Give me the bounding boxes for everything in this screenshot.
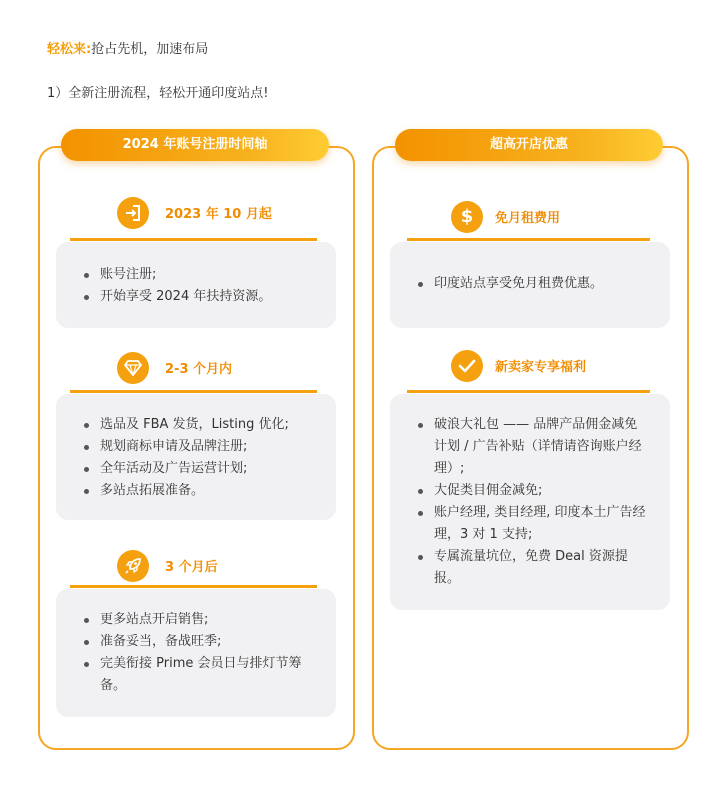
section-card-free-rent	[390, 242, 670, 328]
section-divider	[407, 390, 650, 393]
section-title-2-3-months: 2-3 个月内	[165, 362, 233, 377]
headline-accent: 轻松来:	[47, 42, 92, 57]
dollar-icon: $	[451, 201, 483, 233]
list-item: 破浪大礼包 —— 品牌产品佣金减免计划 / 广告补贴（详情请咨询账户经理）;	[416, 414, 650, 480]
list-item: 开始享受 2024 年扶持资源。	[82, 286, 322, 308]
list-item: 准备妥当，备战旺季;	[82, 631, 322, 653]
timeline-panel-title: 2024 年账号注册时间轴	[61, 129, 329, 161]
list-item: 选品及 FBA 发货，Listing 优化;	[82, 414, 322, 436]
list-item: 完美衔接 Prime 会员日与排灯节筹备。	[82, 653, 322, 697]
section-title-free-rent: 免月租费用	[495, 211, 561, 226]
list-item: 规划商标申请及品牌注册;	[82, 436, 322, 458]
section-divider	[70, 390, 317, 393]
headline-text: 抢占先机，加速布局	[91, 42, 209, 57]
enter-icon	[117, 197, 149, 229]
section-divider	[70, 585, 317, 588]
list-item: 全年活动及广告运营计划;	[82, 458, 322, 480]
section-divider	[407, 238, 650, 241]
offers-panel-title: 超高开店优惠	[395, 129, 663, 161]
section-card-after-3-months	[56, 589, 336, 717]
section-card-new-seller-benefits	[390, 394, 670, 610]
section-title-after-3-months: 3 个月后	[165, 560, 218, 575]
list-item: 多站点拓展准备。	[82, 480, 322, 502]
section-title-oct-2023: 2023 年 10 月起	[165, 207, 272, 222]
rocket-icon	[117, 550, 149, 582]
headline	[47, 40, 208, 60]
list-item: 大促类目佣金减免;	[416, 480, 650, 502]
list-item: 更多站点开启销售;	[82, 609, 322, 631]
check-icon	[451, 350, 483, 382]
section-card-2-3-months	[56, 394, 336, 520]
subline: 1）全新注册流程，轻松开通印度站点!	[47, 86, 269, 101]
list-item: 印度站点享受免月租费优惠。	[416, 273, 656, 295]
list-item: 账号注册;	[82, 264, 322, 286]
diamond-icon	[117, 352, 149, 384]
list-item: 账户经理, 类目经理, 印度本土广告经理，3 对 1 支持;	[416, 502, 650, 546]
section-card-oct-2023	[56, 242, 336, 328]
section-title-new-seller-benefits: 新卖家专享福利	[495, 360, 587, 375]
list-item: 专属流量坑位，免费 Deal 资源提报。	[416, 546, 650, 590]
section-divider	[70, 238, 317, 241]
